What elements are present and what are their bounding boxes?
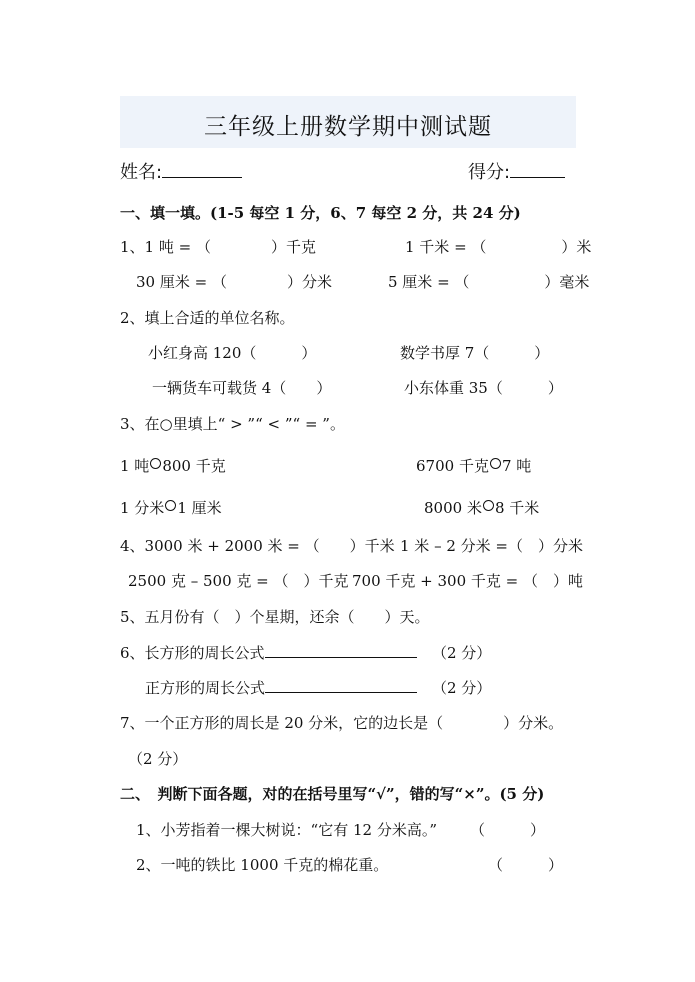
q6-rect xyxy=(120,642,417,663)
page-title: 三年级上册数学期中测试题 xyxy=(204,114,492,140)
q1-item-d: 5 厘米 = （ ）毫米 xyxy=(388,273,590,291)
q6-rect-blank[interactable] xyxy=(265,643,417,658)
q5: 5、五月份有（ ）个星期，还余（ ）天。 xyxy=(120,608,430,626)
q2-item-b: 数学书厚 7（ ） xyxy=(400,344,550,362)
section2-heading: 二、 判断下面各题，对的在括号里写“√”，错的写“×”。(5 分) xyxy=(120,785,545,803)
name-blank[interactable] xyxy=(162,163,242,178)
q3-b-right: 7 吨 xyxy=(501,457,532,475)
name-field xyxy=(120,158,242,184)
q2-item-c: 一辆货车可载货 4（ ） xyxy=(152,379,332,397)
q6-square-score: （2 分） xyxy=(432,679,492,697)
score-field xyxy=(468,158,565,184)
q3-b-left: 6700 千克 xyxy=(416,457,489,475)
q4-item-c: 2500 克 – 500 克 = （ ）千克 xyxy=(128,572,349,590)
q3-title: 3、在○里填上“ > ”“ < ”“ = ”。 xyxy=(120,415,345,433)
q1-item-c: 30 厘米 = （ ）分米 xyxy=(136,273,332,291)
q3-c-left: 1 分米 xyxy=(120,499,165,517)
q6-rect-label: 6、长方形的周长公式 xyxy=(120,644,265,662)
s2-q2: 2、一吨的铁比 1000 千克的棉花重。 xyxy=(136,856,389,874)
compare-circle[interactable] xyxy=(483,500,494,511)
q3-compare-a xyxy=(120,455,226,476)
q3-compare-d xyxy=(424,497,539,518)
q7-score: （2 分） xyxy=(128,750,188,768)
q2-item-d: 小东体重 35（ ） xyxy=(404,379,563,397)
score-blank[interactable] xyxy=(510,163,565,178)
compare-circle[interactable] xyxy=(150,458,161,469)
s2-q2-paren: （ ） xyxy=(488,856,564,874)
compare-circle[interactable] xyxy=(490,458,501,469)
compare-circle[interactable] xyxy=(165,500,176,511)
q6-square-label: 正方形的周长公式 xyxy=(145,679,266,697)
q4-item-b: 1 米 – 2 分米 =（ ）分米 xyxy=(400,537,583,555)
name-label: 姓名: xyxy=(120,162,163,183)
q3-d-right: 8 千米 xyxy=(494,499,540,517)
section1-heading: 一、填一填。(1-5 每空 1 分，6、7 每空 2 分，共 24 分) xyxy=(120,204,521,222)
q6-square xyxy=(145,677,417,698)
q2-title: 2、填上合适的单位名称。 xyxy=(120,309,295,327)
q4-item-d: 700 千克 + 300 千克 = （ ）吨 xyxy=(352,572,584,590)
title-box xyxy=(120,96,576,148)
s2-q1-paren: （ ） xyxy=(470,821,546,839)
q4-item-a: 4、3000 米 + 2000 米 = （ ）千米 xyxy=(120,537,395,555)
q3-d-left: 8000 米 xyxy=(424,499,482,517)
q6-square-blank[interactable] xyxy=(265,678,417,693)
q2-item-a: 小红身高 120（ ） xyxy=(148,344,317,362)
q3-compare-b xyxy=(416,455,531,476)
q3-c-right: 1 厘米 xyxy=(177,499,222,517)
q3-a-left: 1 吨 xyxy=(120,457,150,475)
q6-rect-score: （2 分） xyxy=(432,644,492,662)
score-label: 得分: xyxy=(468,162,511,183)
q1-item-b: 1 千米 = （ ）米 xyxy=(405,238,592,256)
q1-item-a: 1、1 吨 = （ ）千克 xyxy=(120,238,316,256)
s2-q1: 1、小芳指着一棵大树说：“它有 12 分米高。” xyxy=(136,821,438,839)
q3-compare-c xyxy=(120,497,222,518)
q7: 7、一个正方形的周长是 20 分米，它的边长是（ ）分米。 xyxy=(120,714,564,732)
q3-a-right: 800 千克 xyxy=(162,457,226,475)
